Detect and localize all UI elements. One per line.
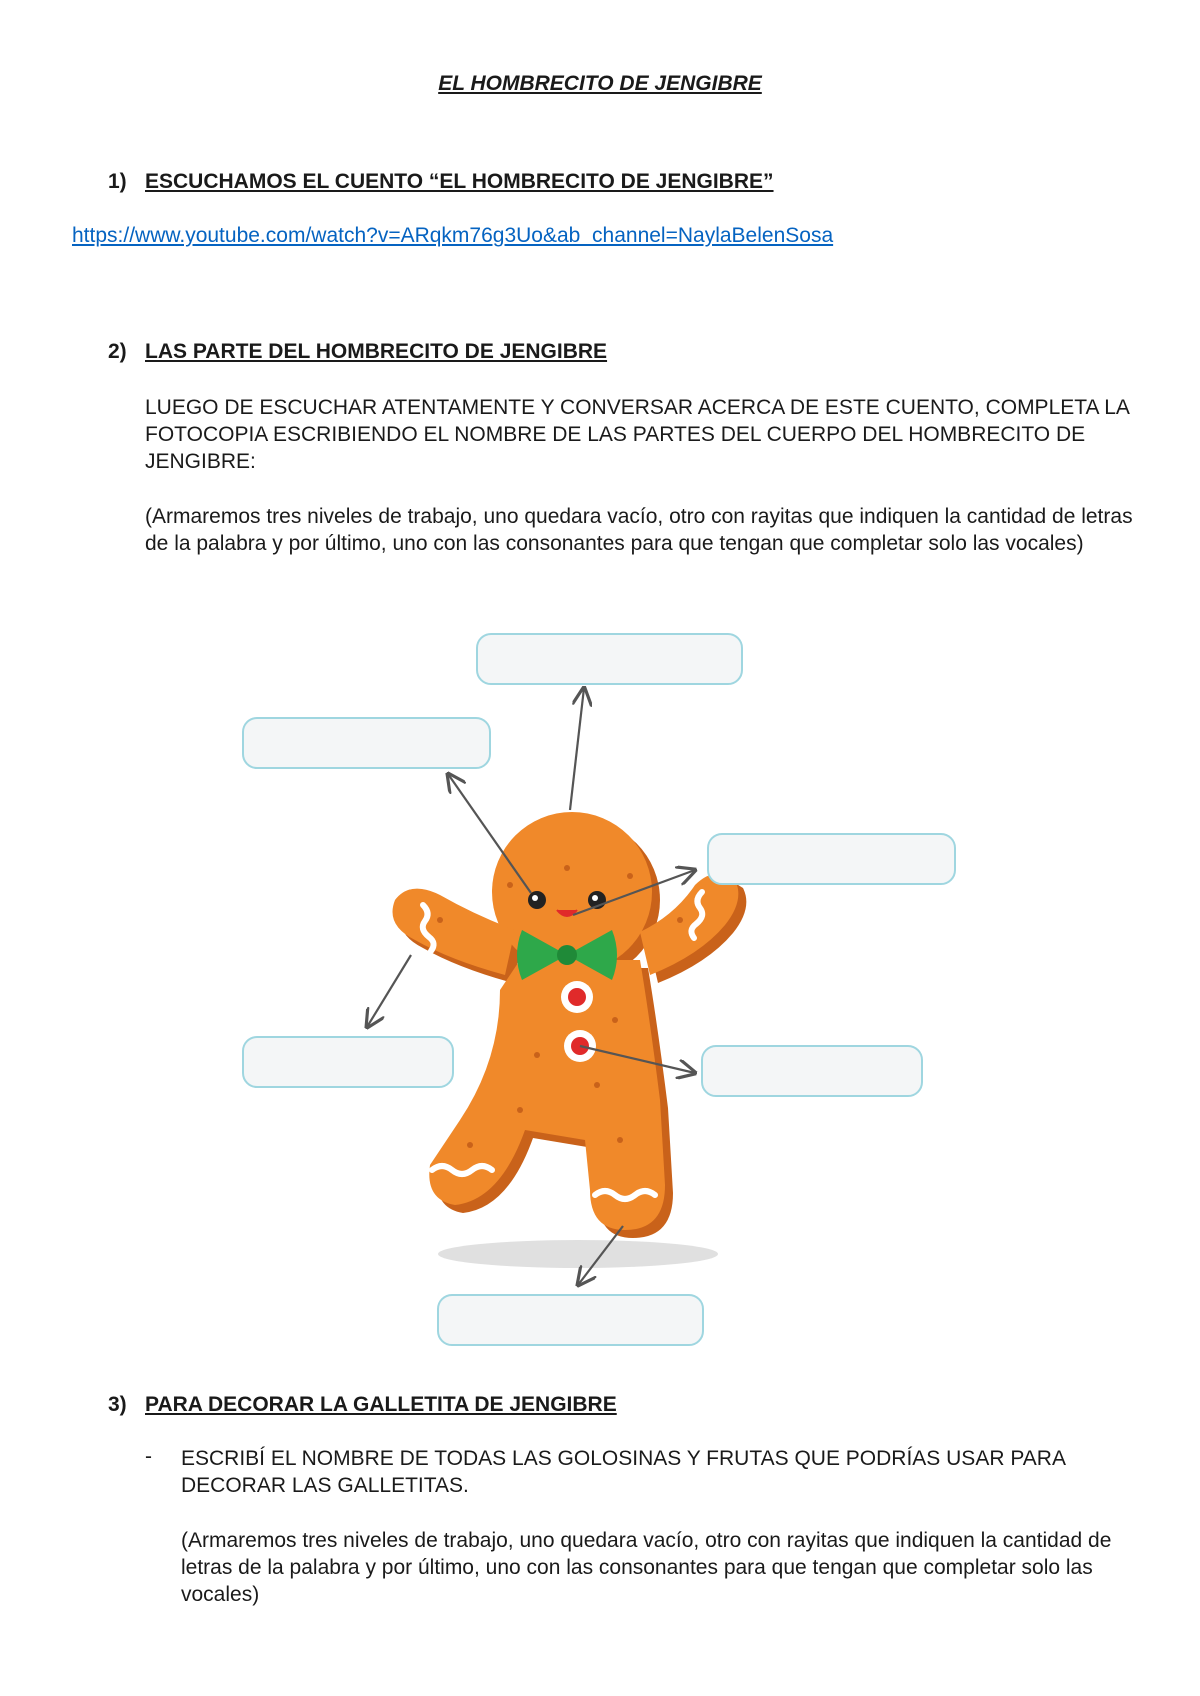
bowtie [517, 930, 617, 980]
arrow-mouth [573, 870, 695, 915]
icing-right-leg [595, 1191, 655, 1199]
section-1-number: 1) [108, 170, 127, 193]
section-3-note: (Armaremos tres niveles de trabajo, uno quedara vacío, otro con rayitas que indiquen la cantidad de letras de la palabra y por último, uno con las consonantes para que tengan que completar solo las vocales) [181, 1529, 1112, 1606]
arrow-eye [448, 774, 531, 893]
gingerbread-body [429, 960, 665, 1230]
button-bottom [564, 1030, 596, 1062]
section-2-number: 2) [108, 340, 127, 363]
section-3-instruction: ESCRIBÍ EL NOMBRE DE TODAS LAS GOLOSINAS Y FRUTAS QUE PODRÍAS USAR PARA DECORAR LAS GALLETITAS. [181, 1447, 1065, 1497]
label-box-button[interactable] [702, 1046, 922, 1096]
arrow-head [570, 688, 584, 810]
pointer-arrows [367, 688, 695, 1285]
icing-right-arm [691, 892, 702, 938]
gingerbread-head [492, 812, 652, 972]
section-3-number: 3) [108, 1393, 127, 1416]
label-box-head[interactable] [477, 634, 742, 684]
page-title: EL HOMBRECITO DE JENGIBRE [438, 72, 762, 95]
youtube-link[interactable]: https://www.youtube.com/watch?v=ARqkm76g3Uo&ab_channel=NaylaBelenSosa [72, 224, 834, 247]
mouth [557, 910, 577, 916]
label-box-mouth[interactable] [708, 834, 955, 884]
section-2-note: (Armaremos tres niveles de trabajo, uno quedara vacío, otro con rayitas que indiquen la cantidad de letras de la palabra y por último, uno con las consonantes para que tengan que completar solo las vocales) [145, 505, 1133, 555]
icing-left-leg [432, 1166, 492, 1174]
right-eye [588, 891, 606, 909]
label-box-arm[interactable] [243, 1037, 453, 1087]
section-2-instruction: LUEGO DE ESCUCHAR ATENTAMENTE Y CONVERSAR ACERCA DE ESTE CUENTO, COMPLETA LA FOTOCOPIA ESCRIBIENDO EL NOMBRE DE LAS PARTES DEL CUERPO DEL HOMBRECITO DE JENGIBRE: [145, 396, 1129, 473]
label-box-leg[interactable] [438, 1295, 703, 1345]
button-top [561, 981, 593, 1013]
arrow-button [580, 1046, 695, 1073]
ground-shadow [438, 1240, 718, 1268]
gingerbread-left-arm [393, 889, 516, 975]
section-3-bullet: - [145, 1445, 152, 1468]
gingerbread-right-arm [640, 874, 738, 975]
arrow-arm [367, 955, 411, 1027]
section-2-title: LAS PARTE DEL HOMBRECITO DE JENGIBRE [145, 340, 608, 363]
label-box-eye[interactable] [243, 718, 490, 768]
left-eye [528, 891, 546, 909]
section-1-title: ESCUCHAMOS EL CUENTO “EL HOMBRECITO DE JENGIBRE” [145, 170, 774, 193]
label-boxes [243, 634, 955, 1345]
section-3-title: PARA DECORAR LA GALLETITA DE JENGIBRE [145, 1393, 617, 1416]
gingerbread-man [393, 812, 747, 1238]
icing-left-arm [423, 905, 434, 951]
arrow-leg [578, 1226, 623, 1285]
